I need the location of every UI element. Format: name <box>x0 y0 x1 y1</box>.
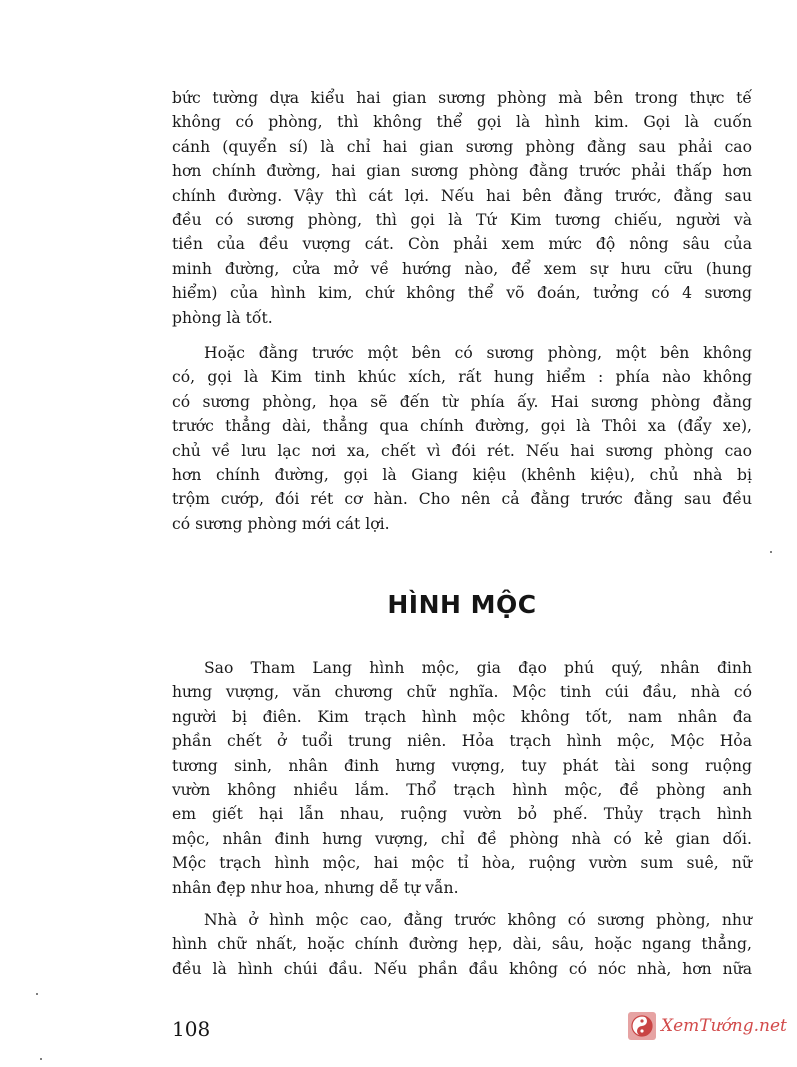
text-line: hình chữ nhất, hoặc chính đường hẹp, dài, sâu, hoặc ngang thẳng, <box>172 935 752 954</box>
text-line: trước thẳng dài, thẳng qua chính đường, gọi là Thôi xa (đẩy xe), <box>172 417 752 436</box>
paragraph-1 <box>172 86 752 330</box>
text-line: có, gọi là Kim tinh khúc xích, rất hung hiểm : phía nào không <box>172 368 752 387</box>
text-line: phòng là tốt. <box>172 308 273 327</box>
text-line: không có phòng, thì không thể gọi là hình kim. Gọi là cuốn <box>172 113 752 132</box>
section-heading: HÌNH MỘC <box>387 590 537 619</box>
text-line: có sương phòng mới cát lợi. <box>172 514 390 533</box>
paragraph-3 <box>172 656 752 900</box>
scan-speck <box>36 993 38 995</box>
text-line: Nhà ở hình mộc cao, đằng trước không có sương phòng, như <box>204 911 752 929</box>
scan-speck <box>770 551 772 553</box>
text-line: Sao Tham Lang hình mộc, gia đạo phú quý, nhân đinh <box>204 659 752 677</box>
text-line: minh đường, cửa mở về hướng nào, để xem sự hưu cữu (hung <box>172 259 752 278</box>
text-line: có sương phòng, họa sẽ đến từ phía ấy. Hai sương phòng đằng <box>172 392 752 411</box>
text-line: bức tường dựa kiểu hai gian sương phòng mà bên trong thực tế <box>172 89 752 107</box>
text-line: em giết hại lẫn nhau, ruộng vườn bỏ phế. Thủy trạch hình <box>172 805 752 824</box>
scan-speck <box>40 1058 42 1060</box>
page-number: 108 <box>172 1017 211 1041</box>
yin-yang-icon <box>628 1012 656 1040</box>
text-line: nhân đẹp như hoa, nhưng dễ tự vẫn. <box>172 878 459 897</box>
watermark-text: XemTướng.net <box>661 1016 787 1036</box>
text-line: hiểm) của hình kim, chứ không thể võ đoán, tưởng có 4 sương <box>172 284 752 303</box>
text-line: hơn chính đường, hai gian sương phòng đằng trước phải thấp hơn <box>172 162 752 181</box>
text-line: hơn chính đường, gọi là Giang kiệu (khênh kiệu), chủ nhà bị <box>172 466 752 485</box>
text-line: hưng vượng, văn chương chữ nghĩa. Mộc tinh cúi đầu, nhà có <box>172 683 752 702</box>
watermark <box>628 1012 787 1040</box>
text-line: Mộc trạch hình mộc, hai mộc tỉ hòa, ruộng vườn sum suê, nữ <box>172 854 752 873</box>
paragraph-4 <box>172 908 752 981</box>
text-line: chủ về lưu lạc nơi xa, chết vì đói rét. Nếu hai sương phòng cao <box>172 441 752 460</box>
text-line: chính đường. Vậy thì cát lợi. Nếu hai bên đằng trước, đằng sau <box>172 186 752 205</box>
text-line: trộm cướp, đói rét cơ hàn. Cho nên cả đằng trước đằng sau đều <box>172 490 752 509</box>
text-line: mộc, nhân đinh hưng vượng, chỉ đề phòng nhà có kẻ gian dối. <box>172 829 752 848</box>
text-line: phần chết ở tuổi trung niên. Hỏa trạch hình mộc, Mộc Hỏa <box>172 732 752 751</box>
text-line: tiền của đều vượng cát. Còn phải xem mức độ nông sâu của <box>172 235 752 254</box>
text-line: vườn không nhiều lắm. Thổ trạch hình mộc, đề phòng anh <box>172 781 752 800</box>
text-line: tương sinh, nhân đinh hưng vượng, tuy phát tài song ruộng <box>172 756 752 775</box>
paragraph-2 <box>172 341 752 536</box>
text-line: người bị điên. Kim trạch hình mộc không tốt, nam nhân đa <box>172 707 752 726</box>
text-line: Hoặc đằng trước một bên có sương phòng, một bên không <box>204 344 752 362</box>
text-line: đều có sương phòng, thì gọi là Tứ Kim tương chiếu, người và <box>172 211 752 230</box>
text-line: cánh (quyển sí) là chỉ hai gian sương phòng đằng sau phải cao <box>172 137 752 156</box>
text-line: đều là hình chúi đầu. Nếu phần đầu không có nóc nhà, hơn nữa <box>172 959 752 978</box>
